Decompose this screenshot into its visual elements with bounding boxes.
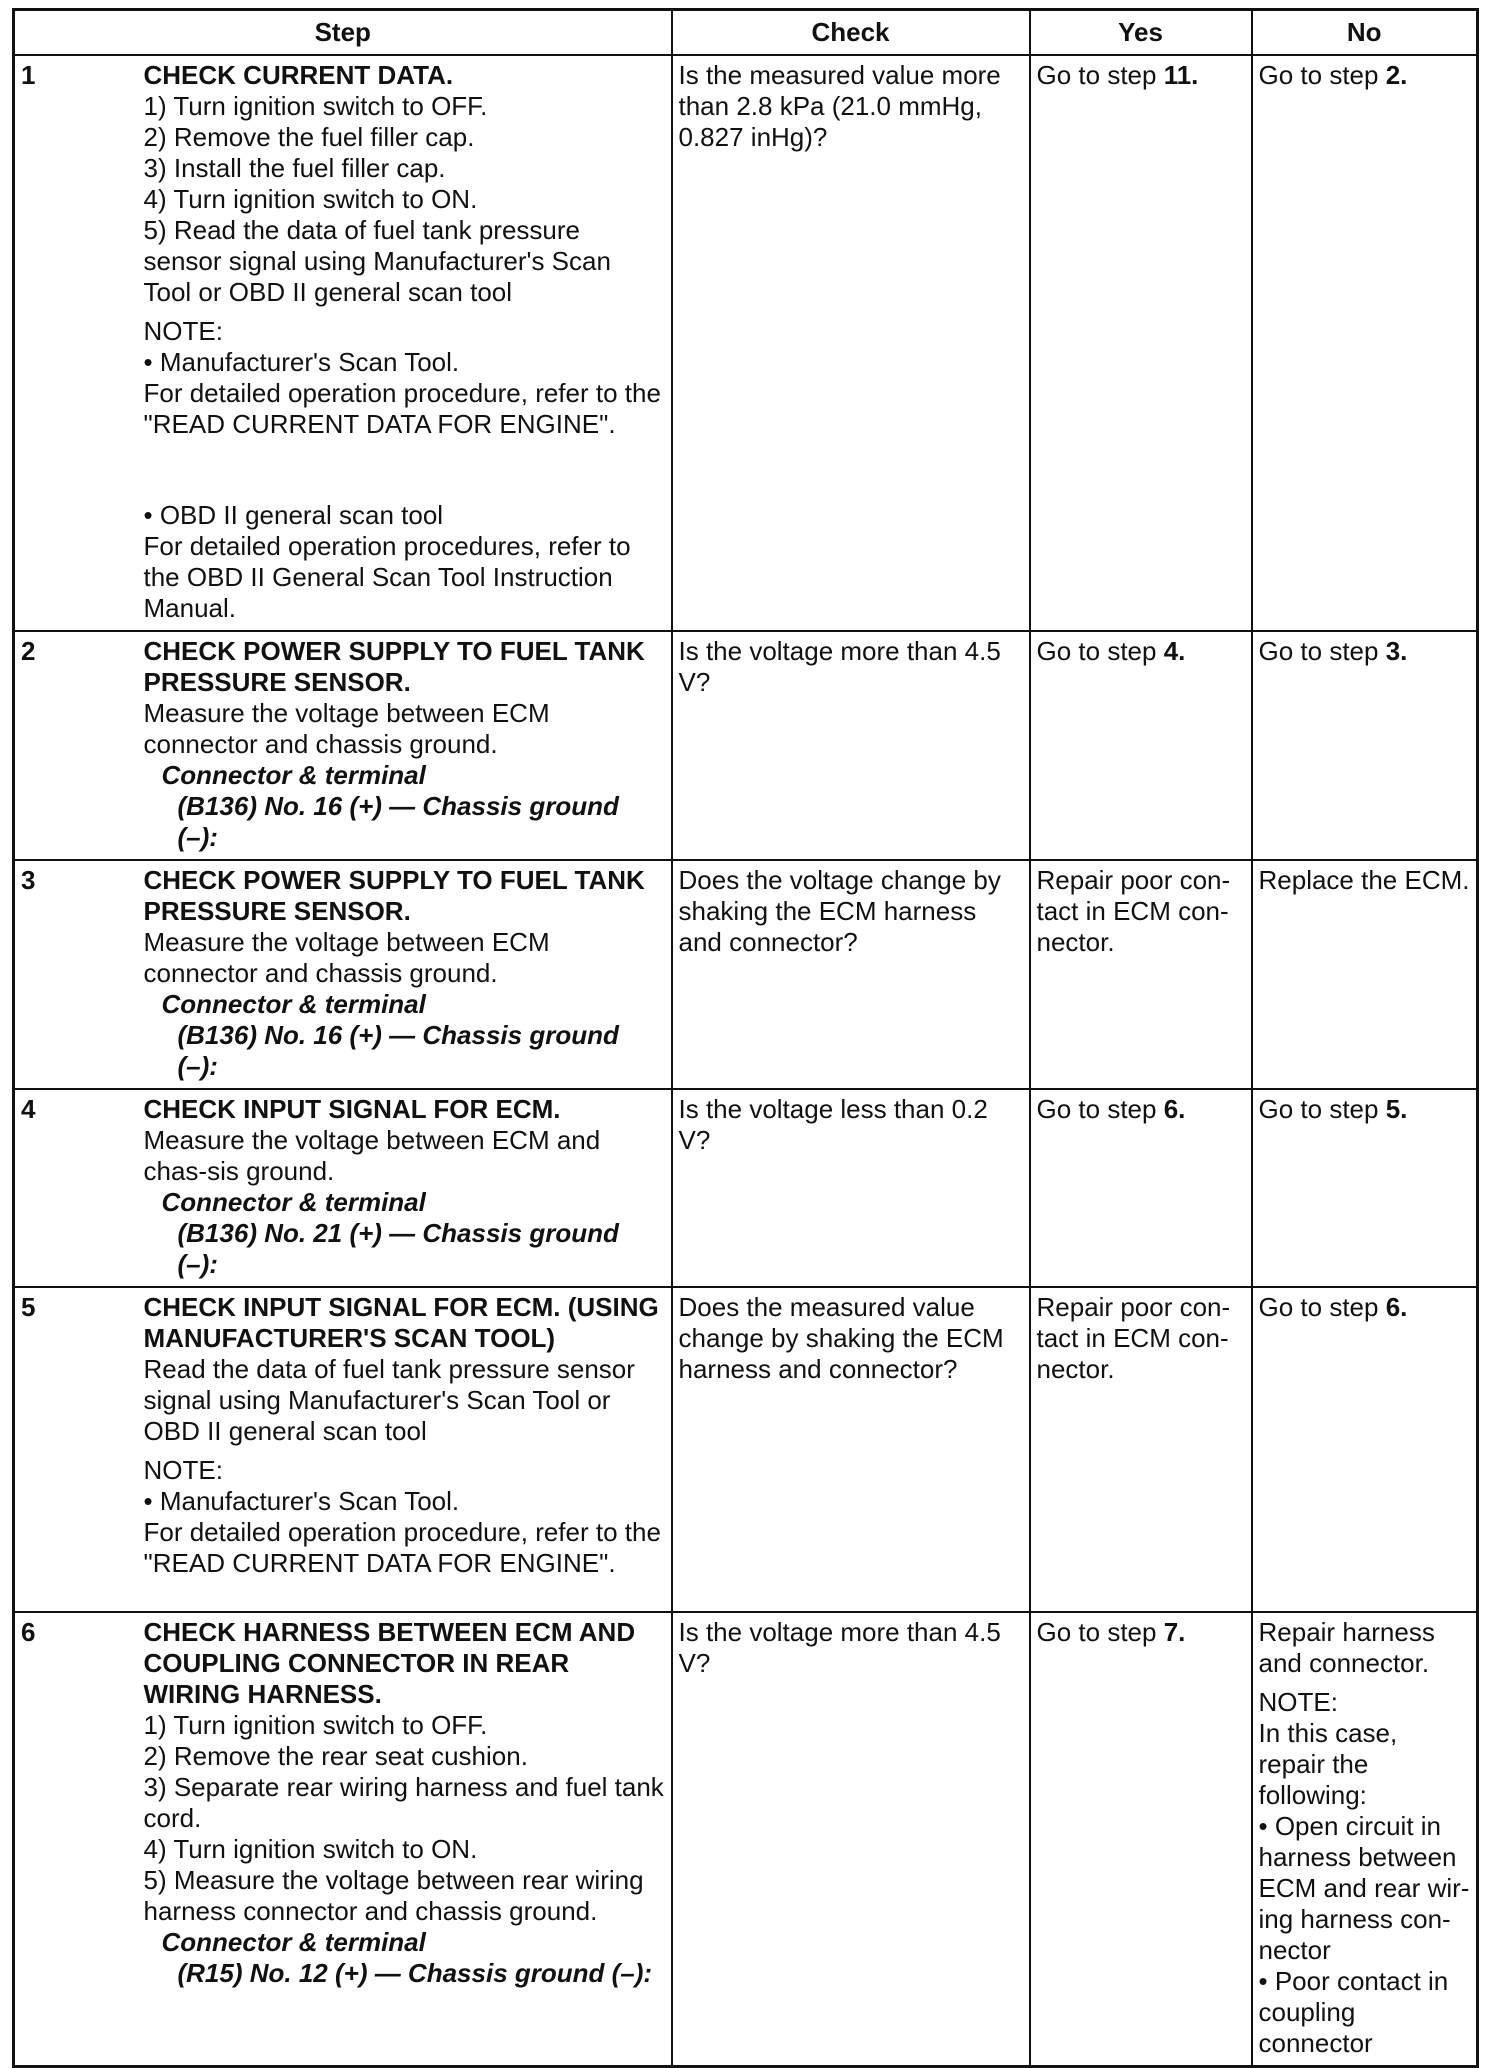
no-text: Repair harness and connector. <box>1258 1617 1435 1678</box>
step-line: 4) Turn ignition switch to ON. <box>143 184 478 214</box>
no-prefix: Go to step <box>1258 636 1386 666</box>
step-cell <box>138 860 672 1089</box>
no-cell <box>1252 631 1478 860</box>
step-cell <box>138 1612 672 2067</box>
table-row <box>14 55 1478 631</box>
header-yes: Yes <box>1030 10 1252 56</box>
check-cell: Is the measured value more than 2.8 kPa (21.0 mmHg, 0.827 inHg)? <box>672 55 1030 631</box>
step-cell <box>138 1089 672 1287</box>
terminal-spec: (B136) No. 16 (+) — Chassis ground (–): <box>177 1020 619 1081</box>
no-step-ref: 6. <box>1385 1292 1408 1322</box>
yes-cell <box>1030 55 1252 631</box>
step-number: 2 <box>14 631 138 860</box>
step-title: CHECK INPUT SIGNAL FOR ECM. <box>143 1094 561 1124</box>
yes-prefix: Go to step <box>1036 60 1164 90</box>
note-line: For detailed operation procedures, refer to the OBD II General Scan Tool Instruction Manual. <box>143 531 631 623</box>
connector-label: Connector & terminal <box>161 1927 426 1957</box>
step-cell <box>138 631 672 860</box>
diagnostic-table <box>12 8 1479 2068</box>
step-line: 5) Measure the voltage between rear wiring harness connector and chassis ground. <box>143 1865 644 1926</box>
note-label: NOTE: <box>143 1455 223 1485</box>
step-line: Measure the voltage between ECM connector and chassis ground. <box>143 927 550 988</box>
spacer <box>144 1579 665 1605</box>
no-cell <box>1252 1612 1478 2067</box>
note-line: In this case, repair the following: <box>1258 1718 1398 1810</box>
no-cell: Replace the ECM. <box>1252 860 1478 1089</box>
step-line: 1) Turn ignition switch to OFF. <box>143 91 488 121</box>
check-cell: Does the voltage change by shaking the ECM harness and connector? <box>672 860 1030 1089</box>
note-line: • Poor contact in coupling connector <box>1258 1966 1449 2058</box>
terminal-spec: (R15) No. 12 (+) — Chassis ground (–): <box>177 1958 653 1988</box>
step-line: 3) Install the fuel filler cap. <box>143 153 446 183</box>
no-step-ref: 2. <box>1385 60 1408 90</box>
step-line: 2) Remove the rear seat cushion. <box>143 1741 528 1771</box>
yes-prefix: Go to step <box>1036 636 1164 666</box>
yes-step-ref: 6. <box>1163 1094 1186 1124</box>
check-cell: Is the voltage less than 0.2 V? <box>672 1089 1030 1287</box>
yes-cell <box>1030 631 1252 860</box>
note-line: For detailed operation procedure, refer to the "READ CURRENT DATA FOR ENGINE". <box>143 1517 661 1578</box>
yes-step-ref: 4. <box>1163 636 1186 666</box>
yes-step-ref: 7. <box>1163 1617 1186 1647</box>
check-cell: Is the voltage more than 4.5 V? <box>672 1612 1030 2067</box>
step-line: Measure the voltage between ECM and chas-sis ground. <box>143 1125 601 1186</box>
step-title: CHECK INPUT SIGNAL FOR ECM. (USING MANUFACTURER'S SCAN TOOL) <box>143 1292 659 1353</box>
no-cell <box>1252 55 1478 631</box>
step-title: CHECK POWER SUPPLY TO FUEL TANK PRESSURE SENSOR. <box>143 865 645 926</box>
connector-label: Connector & terminal <box>161 1187 426 1217</box>
no-step-ref: 5. <box>1385 1094 1408 1124</box>
yes-prefix: Go to step <box>1036 1617 1164 1647</box>
note-label: NOTE: <box>143 316 223 346</box>
yes-cell: Repair poor con-tact in ECM con-nector. <box>1030 1287 1252 1612</box>
header-no: No <box>1252 10 1478 56</box>
table-row <box>14 860 1478 1089</box>
step-line: 2) Remove the fuel filler cap. <box>143 122 475 152</box>
check-cell: Is the voltage more than 4.5 V? <box>672 631 1030 860</box>
step-title: CHECK POWER SUPPLY TO FUEL TANK PRESSURE SENSOR. <box>143 636 645 697</box>
yes-prefix: Go to step <box>1036 1094 1164 1124</box>
step-number: 3 <box>14 860 138 1089</box>
step-line: 4) Turn ignition switch to ON. <box>143 1834 478 1864</box>
table-row <box>14 631 1478 860</box>
no-cell <box>1252 1089 1478 1287</box>
yes-cell <box>1030 1089 1252 1287</box>
note-line: • OBD II general scan tool <box>143 500 444 530</box>
spacer <box>144 440 665 500</box>
table-header-row <box>14 10 1478 56</box>
step-number: 1 <box>14 55 138 631</box>
step-line: 1) Turn ignition switch to OFF. <box>143 1710 488 1740</box>
step-line: Measure the voltage between ECM connector and chassis ground. <box>143 698 550 759</box>
table-row <box>14 1287 1478 1612</box>
note-line: For detailed operation procedure, refer to the "READ CURRENT DATA FOR ENGINE". <box>143 378 661 439</box>
terminal-spec: (B136) No. 16 (+) — Chassis ground (–): <box>177 791 619 852</box>
note-label: NOTE: <box>1258 1687 1338 1717</box>
terminal-spec: (B136) No. 21 (+) — Chassis ground (–): <box>177 1218 619 1279</box>
step-cell <box>138 55 672 631</box>
yes-cell <box>1030 1612 1252 2067</box>
connector-label: Connector & terminal <box>161 989 426 1019</box>
step-number: 5 <box>14 1287 138 1612</box>
step-title: CHECK CURRENT DATA. <box>143 60 454 90</box>
table-row <box>14 1089 1478 1287</box>
step-line: 3) Separate rear wiring harness and fuel tank cord. <box>143 1772 664 1833</box>
connector-label: Connector & terminal <box>161 760 426 790</box>
step-title: CHECK HARNESS BETWEEN ECM AND COUPLING CONNECTOR IN REAR WIRING HARNESS. <box>143 1617 636 1709</box>
yes-cell: Repair poor con-tact in ECM con-nector. <box>1030 860 1252 1089</box>
step-cell <box>138 1287 672 1612</box>
no-prefix: Go to step <box>1258 1292 1386 1322</box>
step-number: 6 <box>14 1612 138 2067</box>
step-line: 5) Read the data of fuel tank pressure sensor signal using Manufacturer's Scan Tool or OBD II general scan tool <box>143 215 611 307</box>
note-line: • Manufacturer's Scan Tool. <box>143 347 460 377</box>
note-line: • Open circuit in harness between ECM and rear wir-ing harness con-nector <box>1258 1811 1470 1965</box>
step-line: Read the data of fuel tank pressure sensor signal using Manufacturer's Scan Tool or OBD II general scan tool <box>143 1354 635 1446</box>
no-prefix: Go to step <box>1258 1094 1386 1124</box>
diagnostic-procedure-page <box>12 8 1476 2068</box>
note-line: • Manufacturer's Scan Tool. <box>143 1486 460 1516</box>
header-step: Step <box>14 10 672 56</box>
yes-step-ref: 11. <box>1163 60 1199 90</box>
no-prefix: Go to step <box>1258 60 1386 90</box>
check-cell: Does the measured value change by shaking the ECM harness and connector? <box>672 1287 1030 1612</box>
step-number: 4 <box>14 1089 138 1287</box>
no-step-ref: 3. <box>1385 636 1408 666</box>
header-check: Check <box>672 10 1030 56</box>
no-cell <box>1252 1287 1478 1612</box>
table-row <box>14 1612 1478 2067</box>
